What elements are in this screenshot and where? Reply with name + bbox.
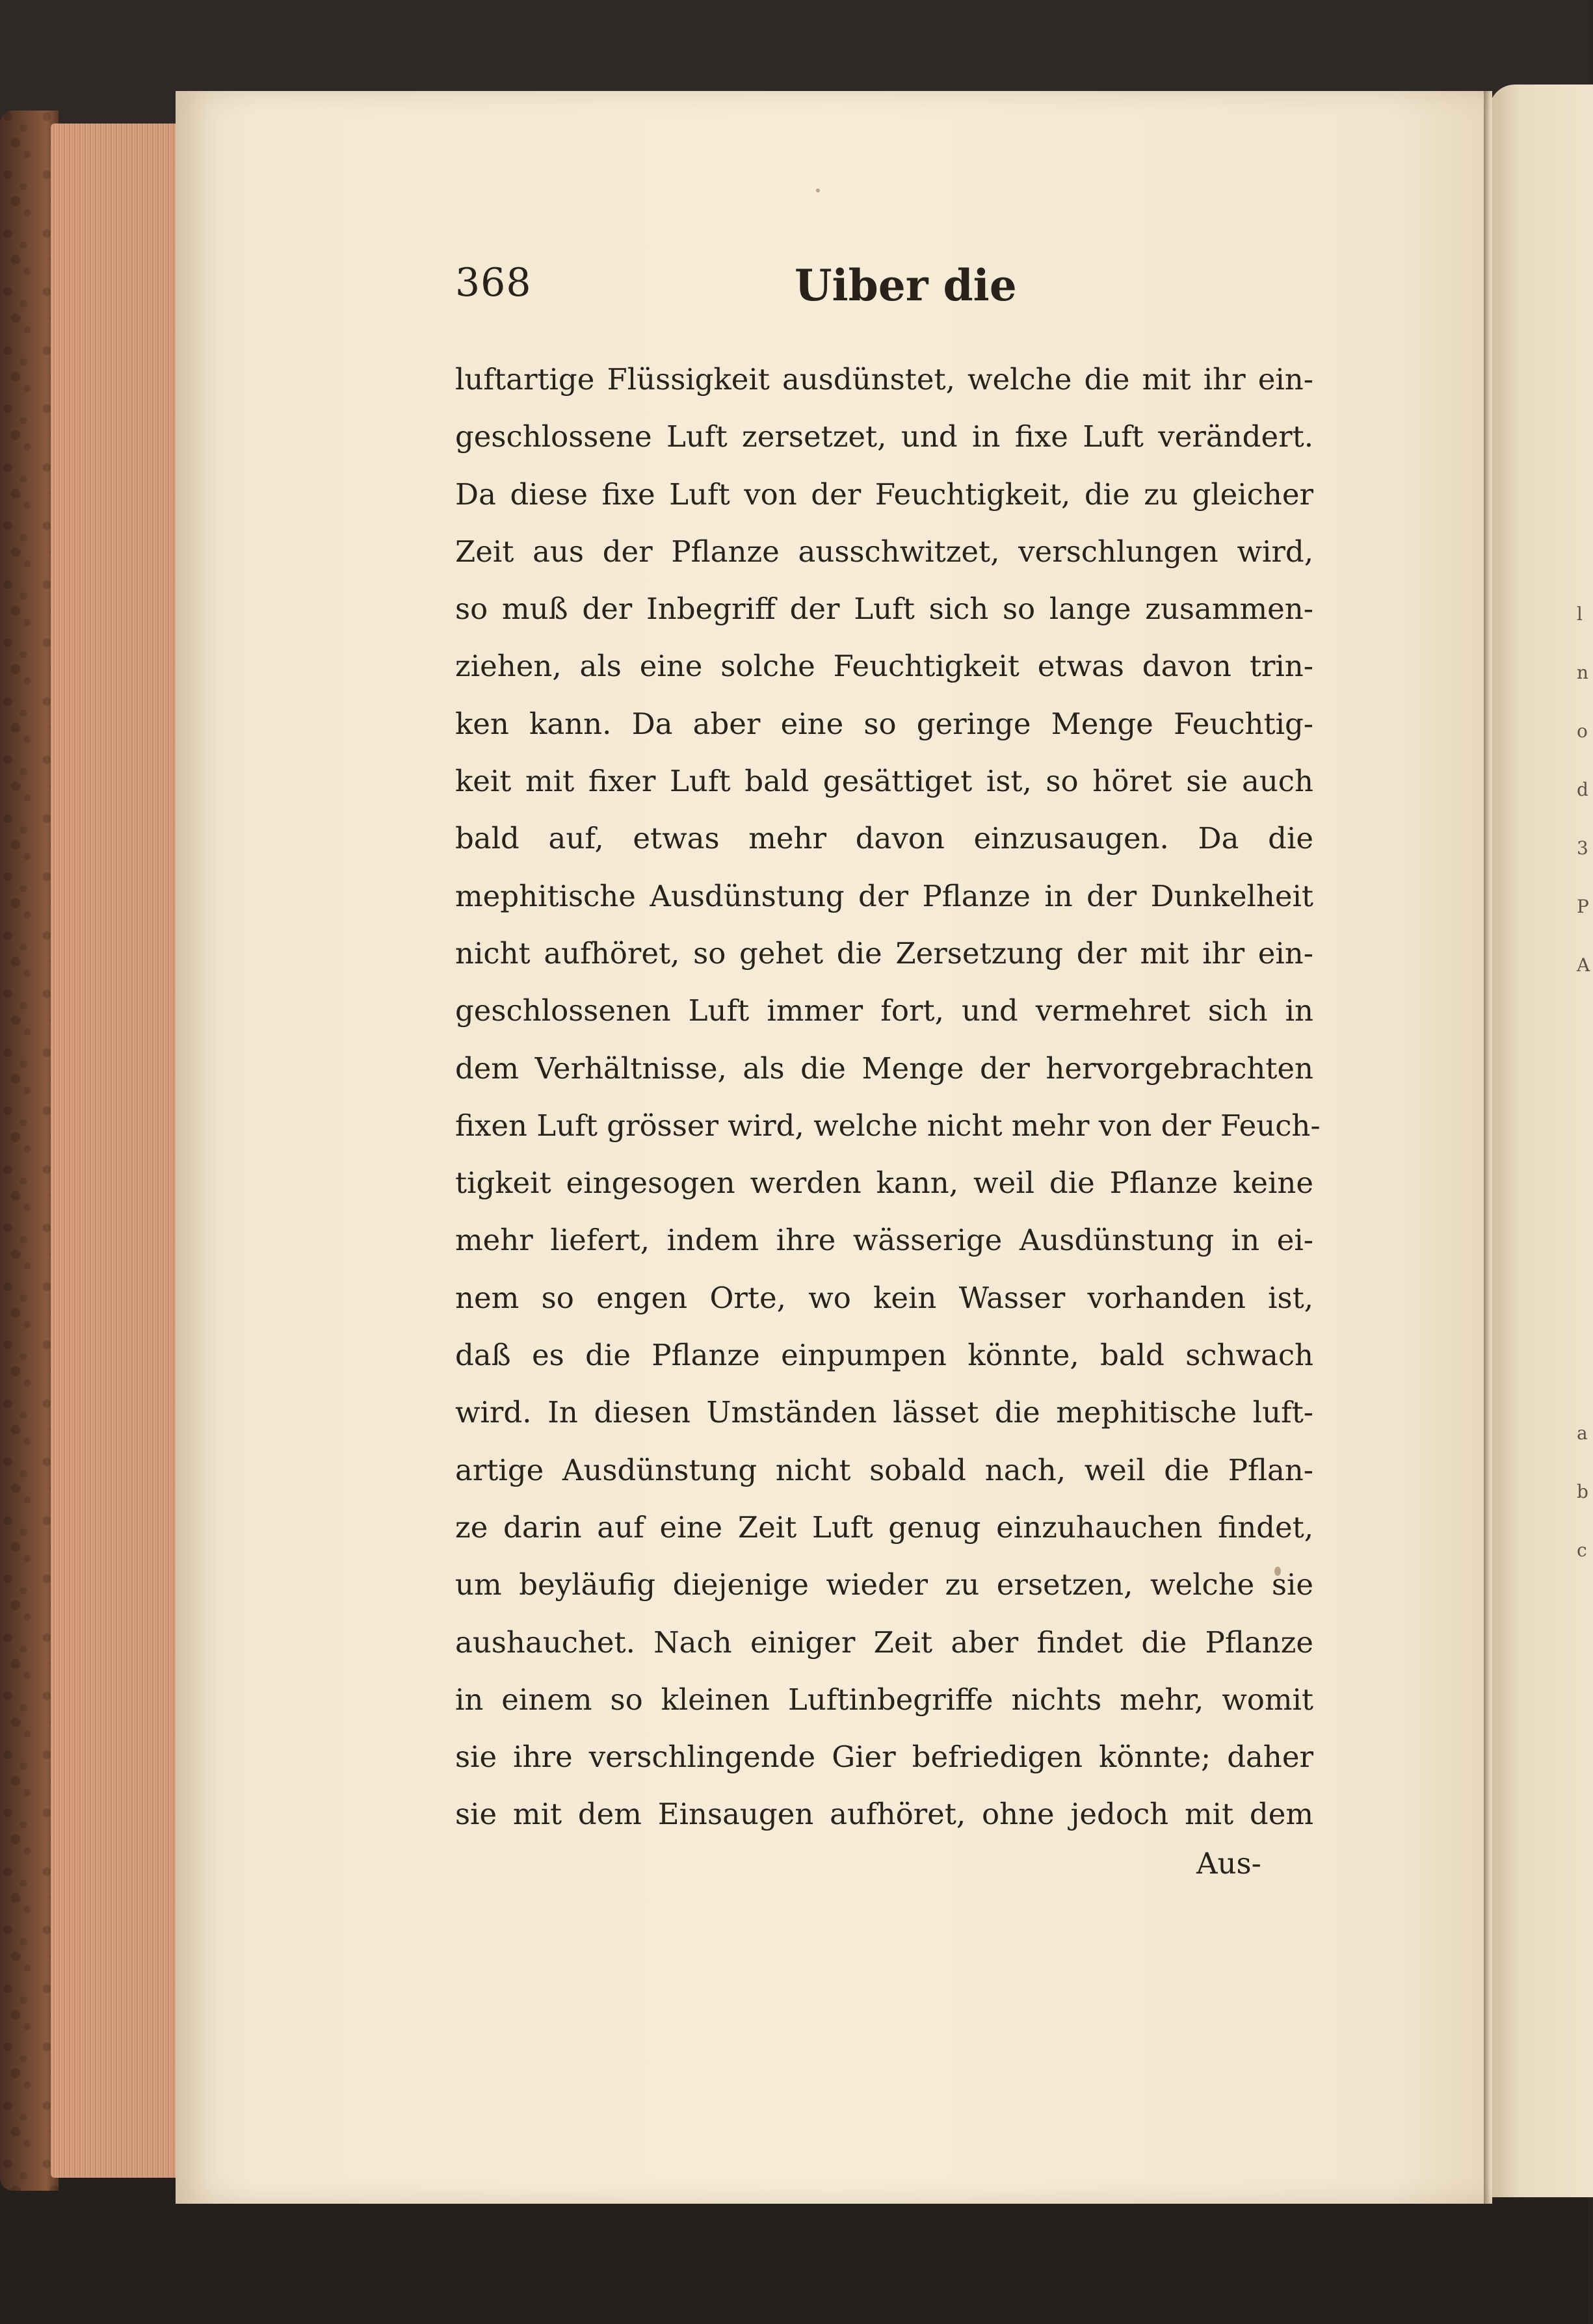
facing-page-letter: a [1577,1422,1588,1444]
page-number: 368 [455,260,532,306]
catchword: Aus- [1196,1846,1261,1881]
text-line: nicht aufhöret, so gehet die Zersetzung der mit ihr ein- [455,935,1313,971]
text-line: sie ihre verschlingende Gier befriedigen könnte; daher [455,1740,1313,1775]
page-edges [51,124,181,2178]
facing-page-letter: 3 [1577,837,1588,859]
text-line: aushauchet. Nach einiger Zeit aber findet die Pflanze [455,1625,1313,1660]
text-line: luftartige Flüssigkeit ausdünstet, welche die mit ihr ein- [455,362,1313,397]
facing-page-letter: A [1577,954,1590,976]
text-line: in einem so kleinen Luftinbegriffe nichts mehr, womit [455,1682,1313,1717]
text-line: wird. In diesen Umständen lässet die mephitische luft- [455,1395,1313,1430]
page-gutter [1484,91,1490,2204]
text-line: um beyläufig diejenige wieder zu ersetzen, welche sie [455,1567,1313,1602]
text-line: keit mit fixer Luft bald gesättiget ist, so höret sie auch [455,764,1313,799]
book-cover-left [0,111,59,2191]
text-line: artige Ausdünstung nicht sobald nach, weil die Pflan- [455,1452,1313,1487]
text-line: Zeit aus der Pflanze ausschwitzet, verschlungen wird, [455,534,1313,569]
body-text [455,351,1321,1844]
page-header [455,260,1313,319]
text-line: sie mit dem Einsaugen aufhöret, ohne jedoch mit dem [455,1797,1313,1832]
text-line: dem Verhältnisse, als die Menge der hervorgebrachten [455,1051,1313,1086]
running-head: Uiber die [795,260,1017,311]
facing-page-letter: b [1577,1481,1588,1502]
facing-page-letter: c [1577,1539,1587,1561]
facing-page-letters [1577,585,1588,1625]
text-line: nem so engen Orte, wo kein Wasser vorhanden ist, [455,1280,1313,1315]
text-line: geschlossene Luft zersetzet, und in fixe Luft verändert. [455,419,1313,454]
facing-page-letter: l [1577,603,1583,625]
facing-page-letter: P [1577,896,1589,917]
text-line: fixen Luft grösser wird, welche nicht mehr von der Feuch- [455,1108,1321,1143]
text-line: tigkeit eingesogen werden kann, weil die Pflanze keine [455,1166,1313,1201]
text-line: so muß der Inbegriff der Luft sich so lange zusammen- [455,592,1313,627]
text-line: geschlossenen Luft immer fort, und vermehret sich in [455,993,1313,1028]
text-line: ken kann. Da aber eine so geringe Menge Feuchtig- [455,706,1313,741]
facing-page-letter: o [1577,720,1588,742]
text-line: mehr liefert, indem ihre wässerige Ausdünstung in ei- [455,1223,1313,1258]
text-line: ze darin auf eine Zeit Luft genug einzuhauchen findet, [455,1509,1313,1545]
text-line: ziehen, als eine solche Feuchtigkeit etwas davon trin- [455,649,1313,684]
facing-page-letter: n [1577,662,1589,683]
facing-page-letter: d [1577,779,1588,800]
text-line: mephitische Ausdünstung der Pflanze in der Dunkelheit [455,878,1313,913]
text-line: Da diese fixe Luft von der Feuchtigkeit, die zu gleicher [455,477,1313,512]
text-line: bald auf, etwas mehr davon einzusaugen. Da die [455,821,1313,856]
text-line: daß es die Pflanze einpumpen könnte, bald schwach [455,1338,1313,1373]
paper-speck [816,189,820,192]
